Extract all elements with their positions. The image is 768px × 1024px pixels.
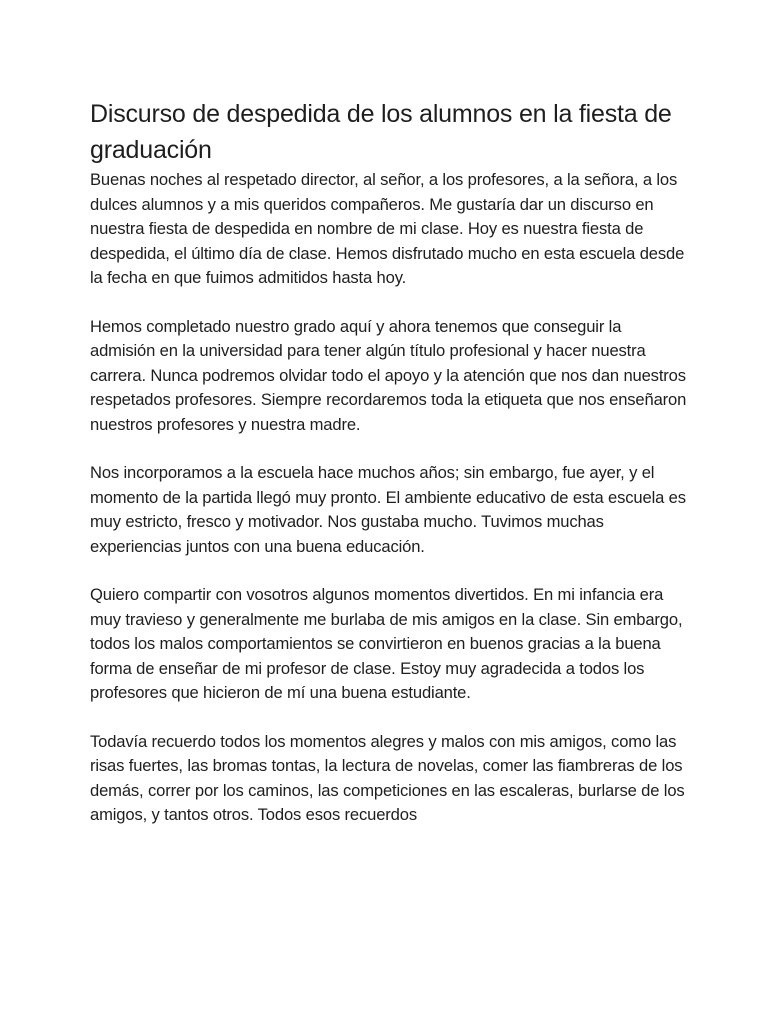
paragraph-4: Quiero compartir con vosotros algunos momentos divertidos. En mi infancia era muy travieso y generalmente me burlaba de mis amigos en la clase. Sin embargo, todos los malos comportamientos se convirtieron en buenos gracias a la buena forma de enseñar de mi profesor de clase. Estoy muy agradecida a todos los profesores que hicieron de mí una buena estudiante. <box>90 585 683 702</box>
paragraph-3: Nos incorporamos a la escuela hace muchos años; sin embargo, fue ayer, y el momento de la partida llegó muy pronto. El ambiente educativo de esta escuela es muy estricto, fresco y motivador. Nos gustaba mucho. Tuvimos muchas experiencias juntos con una buena educación. <box>90 463 686 556</box>
paragraph-2: Hemos completado nuestro grado aquí y ahora tenemos que conseguir la admisión en la universidad para tener algún título profesional y hacer nuestra carrera. Nunca podremos olvidar todo el apoyo y la atención que nos dan nuestros respetados profesores. Siempre recordaremos toda la etiqueta que nos enseñaron nuestros profesores y nuestra madre. <box>90 316 687 434</box>
paragraph-5: Todavía recuerdo todos los momentos alegres y malos con mis amigos, como las risas fuertes, las bromas tontas, la lectura de novelas, comer las fiambreras de los demás, correr por los caminos, las competiciones en las escaleras, burlarse de los amigos, y tantos otros. Todos esos recuerdos <box>90 731 685 824</box>
paragraph-1: Buenas noches al respetado director, al señor, a los profesores, a la señora, a los dulces alumnos y a mis queridos compañeros. Me gustaría dar un discurso en nuestra fiesta de despedida en nombre de mi clase. Hoy es nuestra fiesta de despedida, el último día de clase. Hemos disfrutado mucho en esta escuela desde la fecha en que fuimos admitidos hasta hoy. <box>90 170 685 287</box>
document-title: Discurso de despedida de los alumnos en la fiesta de graduación <box>90 100 672 164</box>
document-page <box>90 96 690 852</box>
